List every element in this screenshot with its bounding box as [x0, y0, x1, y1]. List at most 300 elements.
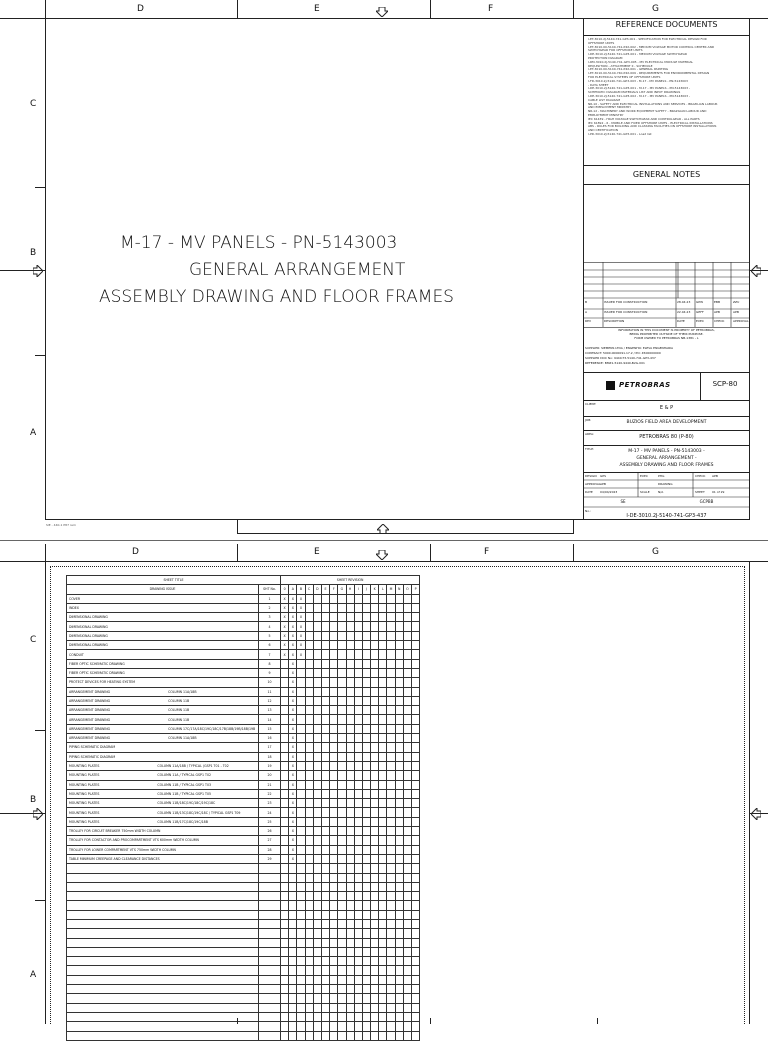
revision-mark — [403, 743, 411, 752]
empty-cell — [259, 873, 281, 882]
empty-cell — [289, 1022, 297, 1031]
empty-cell — [362, 1031, 370, 1040]
revision-mark: X — [289, 761, 297, 770]
empty-cell — [387, 1022, 395, 1031]
revision-mark — [281, 799, 289, 808]
empty-cell — [371, 929, 379, 938]
revision-mark — [338, 836, 346, 845]
revision-mark — [346, 594, 354, 603]
reference-line: I-ET-3010.00-5140-741-P4X-002 - MEDIUM VOLTAGE MOTOR CONTROL CENTER AND — [588, 44, 715, 49]
revision-mark — [321, 854, 329, 863]
revision-mark — [338, 808, 346, 817]
revision-mark — [379, 715, 387, 724]
empty-cell — [412, 901, 420, 910]
empty-cell — [338, 873, 346, 882]
empty-cell — [403, 901, 411, 910]
supplier-line: CONTRACT: 5000.0000091.17.2 / PO: 4500000000 — [585, 351, 661, 355]
empty-cell — [305, 919, 313, 928]
revision-mark — [330, 789, 338, 798]
footer-tiny: SIE - 440-1 P87 rem — [46, 523, 76, 527]
revision-mark — [305, 854, 313, 863]
revision-mark — [395, 603, 403, 612]
revision-mark — [354, 761, 362, 770]
sheet-number: 15 — [259, 724, 281, 733]
drawing-sub: COLUMN 11A / TYPICAL GSP1 T02 — [157, 773, 212, 778]
empty-cell — [289, 873, 297, 882]
empty-cell — [289, 947, 297, 956]
centering-arrow-icon — [751, 265, 761, 277]
empty-cell — [321, 947, 329, 956]
revision-mark — [346, 752, 354, 761]
revision-mark — [371, 594, 379, 603]
revision-mark — [305, 668, 313, 677]
empty-cell — [362, 873, 370, 882]
empty-cell — [403, 1022, 411, 1031]
revision-mark — [281, 827, 289, 836]
revision-mark — [346, 743, 354, 752]
empty-cell — [395, 901, 403, 910]
empty-cell — [379, 975, 387, 984]
empty-cell — [330, 975, 338, 984]
reference-line: OFFSHORE UNITS — [588, 40, 615, 45]
drawing-name-cell — [67, 771, 259, 780]
empty-cell — [67, 901, 259, 910]
empty-cell — [412, 873, 420, 882]
revision-mark — [387, 724, 395, 733]
revision-mark — [387, 631, 395, 640]
empty-cell — [305, 1031, 313, 1040]
empty-cell — [371, 1031, 379, 1040]
revision-cell: ISSUED FOR CONSTRUCTION — [604, 300, 648, 304]
empty-cell — [379, 929, 387, 938]
revision-mark — [354, 650, 362, 659]
empty-cell — [67, 985, 259, 994]
revision-mark — [305, 827, 313, 836]
revision-mark — [387, 743, 395, 752]
revision-mark — [371, 836, 379, 845]
sheet-number: 21 — [259, 780, 281, 789]
revision-mark — [297, 678, 305, 687]
revision-mark — [362, 715, 370, 724]
empty-cell — [289, 892, 297, 901]
empty-cell — [412, 882, 420, 891]
empty-cell — [387, 882, 395, 891]
revision-mark — [330, 734, 338, 743]
empty-cell — [371, 975, 379, 984]
revision-mark — [412, 696, 420, 705]
empty-cell — [387, 1012, 395, 1021]
sheet-number: 7 — [259, 650, 281, 659]
table-row — [67, 836, 420, 845]
revision-mark — [354, 603, 362, 612]
sheet-number: 14 — [259, 715, 281, 724]
empty-cell — [281, 1031, 289, 1040]
revision-mark — [330, 687, 338, 696]
reference-line: I-ET-3010.2J-5140-741-GP3-001 - SPECIFICATION FOR ELECTRICAL DESIGN FOR — [588, 37, 707, 41]
empty-cell — [297, 957, 305, 966]
empty-row — [67, 966, 420, 975]
revision-mark — [338, 668, 346, 677]
empty-cell — [289, 1003, 297, 1012]
revision-mark — [362, 752, 370, 761]
revision-mark — [387, 808, 395, 817]
revision-mark — [379, 808, 387, 817]
revision-mark — [412, 668, 420, 677]
table-row — [67, 734, 420, 743]
revision-mark — [346, 808, 354, 817]
drawing-name: MOUNTING PLATES — [69, 773, 100, 778]
revision-mark: X — [289, 771, 297, 780]
revision-mark — [330, 706, 338, 715]
drawing-name-cell — [67, 696, 259, 705]
revision-mark — [297, 724, 305, 733]
drawing-name: DIMENSIONAL DRAWING — [69, 615, 108, 620]
sht-no-header: SHT No. — [259, 585, 281, 594]
drawing-name-cell — [67, 678, 259, 687]
revision-mark — [362, 706, 370, 715]
revision-mark — [330, 622, 338, 631]
revision-mark — [362, 594, 370, 603]
empty-cell — [403, 910, 411, 919]
revision-mark: X — [289, 594, 297, 603]
drawing-sub: COLUMN 11B/13C/18C/19C/18C / TYPICAL GSP1 T09 — [157, 810, 241, 815]
revision-mark — [305, 641, 313, 650]
revision-mark — [412, 854, 420, 863]
empty-cell — [395, 938, 403, 947]
empty-cell — [330, 938, 338, 947]
revision-mark — [330, 799, 338, 808]
divider — [583, 430, 750, 431]
drawing-sub: COLUMN 11B/18C/19C/18C/19C/18C — [157, 801, 216, 806]
empty-cell — [297, 892, 305, 901]
revision-mark — [338, 706, 346, 715]
revision-mark — [305, 743, 313, 752]
table-row — [67, 724, 420, 733]
revision-mark — [305, 761, 313, 770]
revision-mark — [313, 668, 321, 677]
drawing-name-cell — [67, 603, 259, 612]
revision-mark: X — [289, 678, 297, 687]
meta-cell: APB — [600, 482, 606, 486]
empty-cell — [362, 975, 370, 984]
empty-cell — [281, 957, 289, 966]
revision-mark — [281, 817, 289, 826]
title-block-line: ASSEMBLY DRAWING AND FLOOR FRAMES — [619, 463, 714, 468]
revision-mark — [297, 827, 305, 836]
revision-mark — [321, 780, 329, 789]
zone-col-label: G — [652, 4, 659, 14]
revision-mark — [379, 641, 387, 650]
reference-line: ABS - RULES FOR BUILDING AND CLASSING FACILITIES ON OFFSHORE INSTALLATIONS — [588, 124, 717, 129]
drawing-name: MOUNTING PLATES — [69, 819, 100, 824]
empty-cell — [387, 966, 395, 975]
empty-cell — [379, 985, 387, 994]
revision-mark — [412, 827, 420, 836]
drawing-name-cell — [67, 734, 259, 743]
empty-cell — [338, 910, 346, 919]
revision-mark — [281, 706, 289, 715]
empty-row — [67, 919, 420, 928]
revision-mark — [297, 817, 305, 826]
revision-mark — [371, 641, 379, 650]
revision-mark — [412, 780, 420, 789]
revision-mark — [362, 836, 370, 845]
empty-cell — [305, 929, 313, 938]
revision-mark — [403, 668, 411, 677]
revision-mark — [313, 613, 321, 622]
revision-mark — [354, 687, 362, 696]
empty-cell — [313, 947, 321, 956]
revision-mark — [338, 641, 346, 650]
empty-cell — [395, 966, 403, 975]
revision-mark: X — [297, 613, 305, 622]
empty-cell — [313, 1031, 321, 1040]
revision-mark: X — [289, 817, 297, 826]
empty-cell — [67, 1003, 259, 1012]
empty-cell — [371, 882, 379, 891]
empty-cell — [67, 892, 259, 901]
empty-cell — [412, 966, 420, 975]
empty-cell — [259, 892, 281, 901]
revision-mark — [387, 594, 395, 603]
logo-code: SCP-80 — [712, 380, 738, 388]
zone-divider — [597, 1018, 598, 1024]
revision-mark — [305, 789, 313, 798]
meta-cell: PHG — [658, 474, 665, 478]
revision-mark — [379, 817, 387, 826]
empty-cell — [289, 957, 297, 966]
revision-mark — [313, 771, 321, 780]
revision-mark — [371, 799, 379, 808]
revision-mark — [379, 827, 387, 836]
revision-mark: X — [297, 641, 305, 650]
revision-mark — [403, 761, 411, 770]
empty-row — [67, 929, 420, 938]
empty-cell — [305, 901, 313, 910]
reference-line: PROTECTION DIAGRAM — [588, 56, 623, 60]
drawing-sub: COLUMN 11B — [168, 699, 190, 703]
sheet-number: 6 — [259, 641, 281, 650]
reference-line: I-DE-3010.2J-5140-741-GP3-001 - MEDIUM VOLTAGE SWITCHGEAR — [588, 52, 688, 57]
revision-mark — [321, 799, 329, 808]
revision-mark — [354, 827, 362, 836]
revision-mark — [403, 706, 411, 715]
reference-line: SCHEMATIC DIAGRAM MATERIALS LIST AND INPUT DRAWINGS — [588, 90, 681, 95]
empty-cell — [371, 947, 379, 956]
drawing-name: CONDUIT — [69, 652, 84, 657]
drawing-name: ARRANGEMENT DRAWING — [69, 708, 111, 713]
revision-mark — [412, 594, 420, 603]
revision-mark — [371, 696, 379, 705]
empty-cell — [395, 1022, 403, 1031]
revision-mark — [313, 659, 321, 668]
revision-mark: X — [281, 650, 289, 659]
empty-cell — [387, 957, 395, 966]
revision-mark — [395, 687, 403, 696]
revision-mark — [403, 724, 411, 733]
revision-mark — [395, 743, 403, 752]
revision-mark: X — [289, 734, 297, 743]
revision-mark — [412, 724, 420, 733]
empty-cell — [289, 938, 297, 947]
revision-mark — [403, 734, 411, 743]
centering-arrow-icon — [376, 550, 388, 560]
sheet-number: 25 — [259, 817, 281, 826]
zone-divider — [430, 1018, 431, 1024]
zone-col-label: D — [132, 547, 139, 557]
empty-cell — [297, 919, 305, 928]
revision-mark — [362, 696, 370, 705]
empty-cell — [362, 1003, 370, 1012]
revision-mark — [346, 854, 354, 863]
revision-mark — [321, 696, 329, 705]
table-row — [67, 650, 420, 659]
property-note-line: BEING PROHIBITED OUTSIDE OF THEIR PURPOSE. — [629, 332, 704, 336]
revision-mark: X — [297, 594, 305, 603]
drawing-name: TABLE MINIMUM CREEPAGE AND CLEARANCE DISTANCES — [69, 857, 160, 862]
empty-cell — [330, 1003, 338, 1012]
empty-cell — [346, 938, 354, 947]
drawing-name: MOUNTING PLATES — [69, 801, 100, 806]
revision-mark — [338, 678, 346, 687]
zone-col-label: F — [488, 4, 494, 14]
reference-line: AND CERTIFICATION — [588, 128, 618, 133]
sheet-number: 29 — [259, 854, 281, 863]
revision-mark — [379, 752, 387, 761]
empty-cell — [321, 1003, 329, 1012]
petrobras-logo-icon — [606, 381, 615, 390]
sheet-number: 1 — [259, 594, 281, 603]
revision-mark: X — [289, 631, 297, 640]
empty-cell — [346, 957, 354, 966]
revision-mark — [395, 817, 403, 826]
zone-col-label: F — [484, 547, 490, 557]
drawing-name-cell — [67, 622, 259, 631]
revision-mark: X — [297, 631, 305, 640]
empty-cell — [330, 919, 338, 928]
revision-mark — [379, 780, 387, 789]
drawing-sub: COLUMN 11B / TYPICAL GSP1 T03 — [157, 782, 212, 787]
revision-mark — [338, 603, 346, 612]
empty-cell — [330, 901, 338, 910]
revision-mark — [403, 827, 411, 836]
revision-mark — [313, 641, 321, 650]
empty-cell — [371, 1003, 379, 1012]
empty-cell — [379, 1003, 387, 1012]
empty-cell — [346, 919, 354, 928]
revision-mark — [395, 715, 403, 724]
empty-cell — [281, 1022, 289, 1031]
revision-cell: DESCRIPTION — [604, 319, 625, 323]
zone-divider — [237, 1018, 238, 1024]
revision-mark — [379, 724, 387, 733]
meta-cell: N/A — [658, 490, 664, 494]
empty-cell — [403, 882, 411, 891]
revision-mark — [379, 659, 387, 668]
revision-mark — [330, 780, 338, 789]
empty-cell — [259, 966, 281, 975]
revision-mark: X — [289, 808, 297, 817]
empty-cell — [338, 901, 346, 910]
revision-mark — [346, 622, 354, 631]
reference-line: I-RM-3010.2J-5140-741-GP3-005 - MV ELECTRICAL MODULE MATERIAL — [588, 59, 694, 64]
drawing-name-cell — [67, 687, 259, 696]
title-label: TITLE: — [585, 447, 595, 451]
revision-mark — [379, 696, 387, 705]
revision-mark — [387, 771, 395, 780]
revision-mark — [313, 724, 321, 733]
revision-mark — [362, 854, 370, 863]
revision-mark — [346, 780, 354, 789]
revision-mark — [346, 603, 354, 612]
revision-mark — [403, 780, 411, 789]
revision-mark — [313, 715, 321, 724]
zone-divider — [237, 0, 238, 18]
revision-mark — [395, 622, 403, 631]
empty-cell — [330, 910, 338, 919]
table-row — [67, 799, 420, 808]
empty-cell — [297, 985, 305, 994]
revision-mark — [403, 641, 411, 650]
revision-mark — [346, 715, 354, 724]
reference-line: I-ET-3010.00-5140-740-P4X-009 - REQUIREMENTS FOR ENVIRONMENTAL DESIGN — [588, 71, 710, 76]
empty-cell — [297, 901, 305, 910]
empty-cell — [403, 947, 411, 956]
empty-cell — [313, 1022, 321, 1031]
empty-cell — [281, 938, 289, 947]
revision-mark — [321, 734, 329, 743]
revision-mark — [305, 724, 313, 733]
revision-mark — [403, 854, 411, 863]
revision-mark — [330, 650, 338, 659]
zone-row-label: B — [30, 795, 37, 805]
revision-mark — [330, 743, 338, 752]
revision-cell: B — [585, 300, 588, 304]
empty-cell — [346, 985, 354, 994]
empty-cell — [313, 929, 321, 938]
revision-mark — [281, 687, 289, 696]
empty-cell — [289, 910, 297, 919]
general-notes-heading: GENERAL NOTES — [632, 170, 701, 179]
empty-cell — [313, 919, 321, 928]
drawing-name: PIPING SCHEMATIC DIAGRAM — [69, 745, 116, 750]
empty-cell — [297, 1022, 305, 1031]
empty-cell — [412, 1031, 420, 1040]
drawing-name-cell — [67, 613, 259, 622]
revision-mark — [403, 687, 411, 696]
empty-cell — [362, 957, 370, 966]
empty-row — [67, 882, 420, 891]
empty-cell — [281, 975, 289, 984]
revision-mark — [412, 799, 420, 808]
empty-cell — [259, 864, 281, 873]
empty-cell — [346, 864, 354, 873]
revision-mark — [395, 854, 403, 863]
revision-mark — [313, 678, 321, 687]
empty-cell — [379, 1012, 387, 1021]
drawing-sub: COLUMN 11B — [168, 717, 190, 722]
revision-mark — [313, 799, 321, 808]
empty-cell — [395, 892, 403, 901]
empty-cell — [321, 975, 329, 984]
empty-cell — [305, 975, 313, 984]
empty-row — [67, 1031, 420, 1040]
title-block-line: M-17 - MV PANELS - PN-5143003 - — [628, 449, 705, 454]
empty-cell — [321, 910, 329, 919]
revision-mark — [338, 827, 346, 836]
empty-cell — [259, 1031, 281, 1040]
revision-mark — [346, 817, 354, 826]
